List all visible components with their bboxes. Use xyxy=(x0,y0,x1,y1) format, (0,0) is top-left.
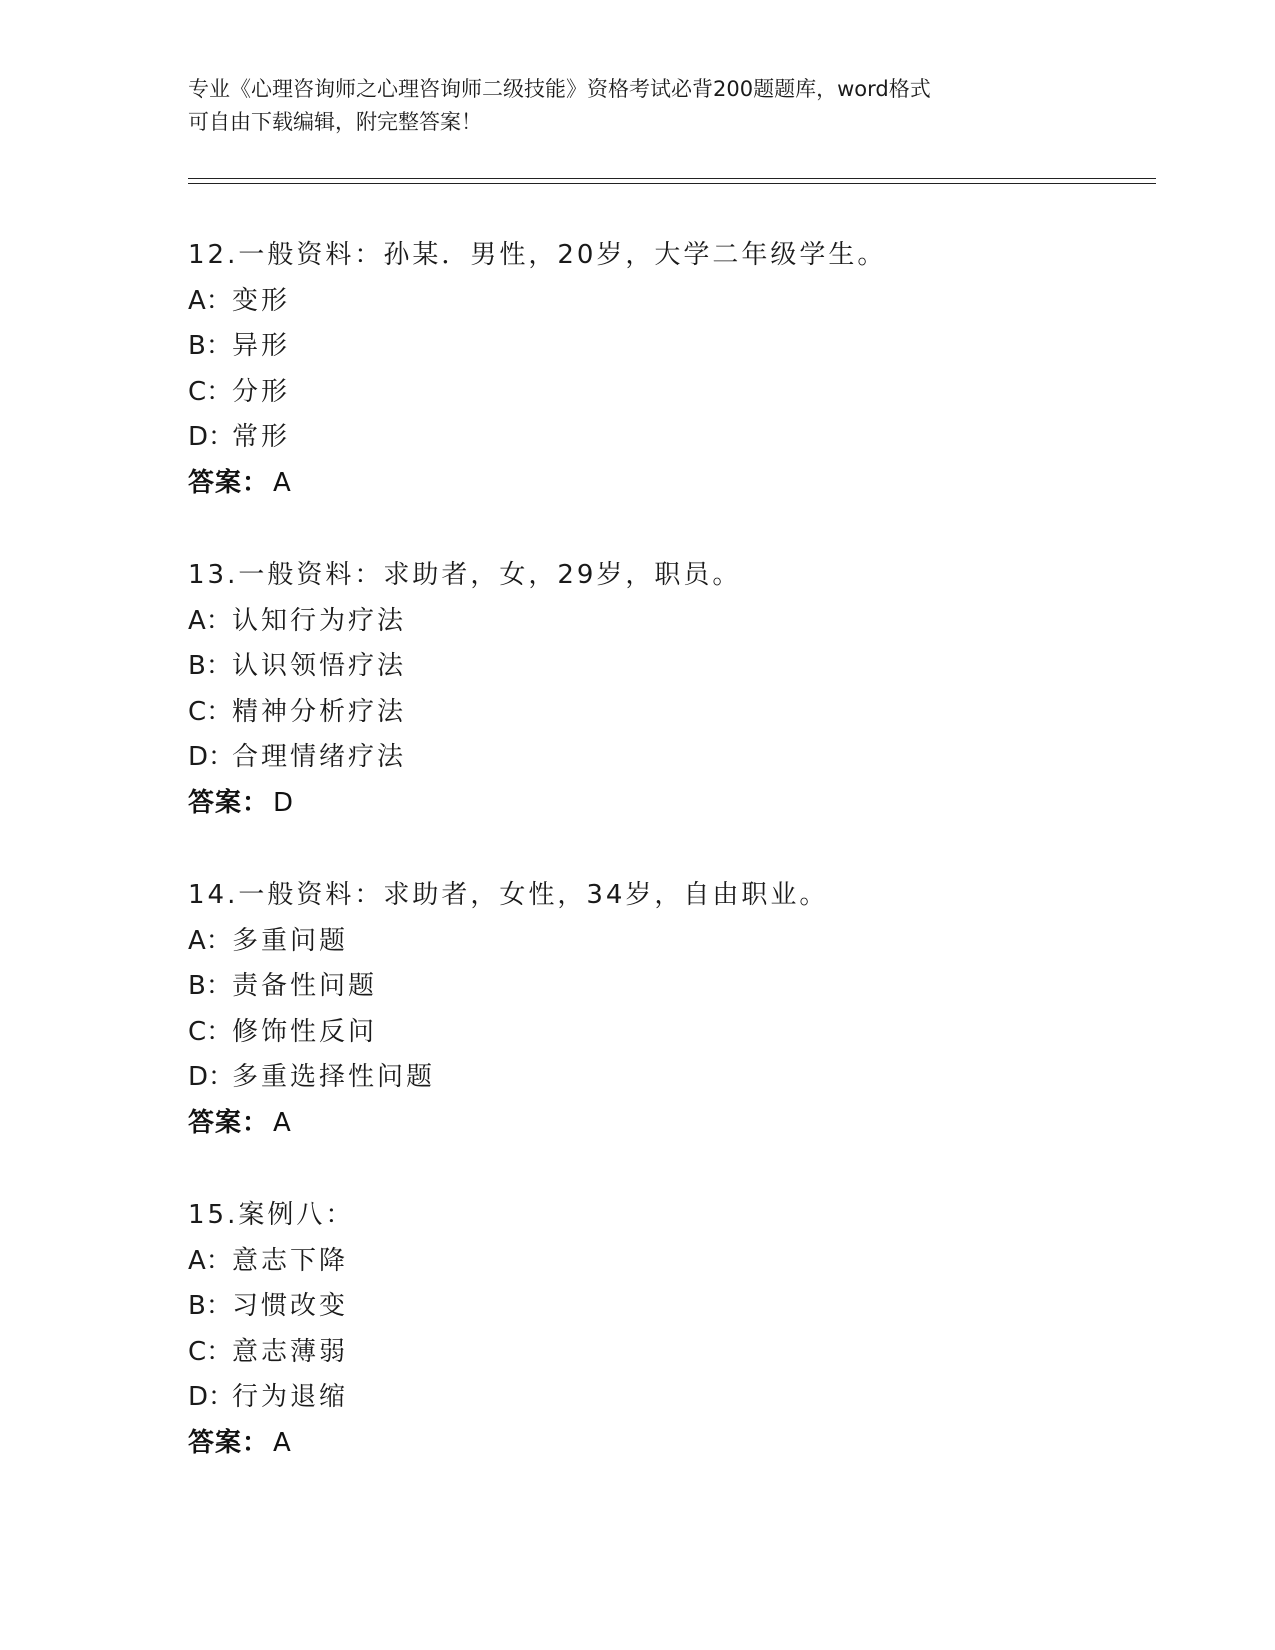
option-key: A： xyxy=(188,605,232,636)
option-text: 修饰性反问 xyxy=(232,1016,378,1047)
option-key: D： xyxy=(188,422,235,452)
question-block xyxy=(188,1193,1148,1466)
option-a xyxy=(188,919,1148,965)
option-text: 变形 xyxy=(232,285,291,316)
option-c xyxy=(188,1010,1148,1056)
answer-label: 答案： xyxy=(188,787,270,818)
header-line-2: 可自由下载编辑，附完整答案！ xyxy=(188,110,482,134)
option-b xyxy=(188,964,1148,1010)
option-d xyxy=(188,1055,1148,1101)
option-text: 精神分析疗法 xyxy=(232,696,407,727)
answer-value: D xyxy=(273,787,295,818)
option-text: 多重问题 xyxy=(232,925,349,956)
option-text: 习惯改变 xyxy=(232,1291,349,1321)
answer-label: 答案： xyxy=(188,467,270,498)
question-block xyxy=(188,553,1148,826)
option-key: A： xyxy=(188,285,232,316)
question-stem: 12.一般资料：孙某．男性，20岁，大学二年级学生。 xyxy=(188,240,887,270)
option-text: 合理情绪疗法 xyxy=(232,742,407,772)
answer-value: A xyxy=(273,1107,292,1138)
option-c xyxy=(188,1330,1148,1376)
option-text: 多重选择性问题 xyxy=(232,1062,436,1092)
option-key: A： xyxy=(188,925,232,956)
option-key: A： xyxy=(188,1245,232,1276)
option-text: 认识领悟疗法 xyxy=(232,651,407,681)
option-a xyxy=(188,279,1148,325)
option-text: 分形 xyxy=(232,376,291,407)
option-key: B： xyxy=(188,651,232,681)
answer-line xyxy=(188,1101,1148,1147)
option-key: B： xyxy=(188,1291,232,1321)
option-a xyxy=(188,599,1148,645)
option-a xyxy=(188,1239,1148,1285)
answer-line xyxy=(188,461,1148,507)
option-key: C： xyxy=(188,1016,233,1047)
option-d xyxy=(188,1375,1148,1421)
option-key: C： xyxy=(188,696,233,727)
option-text: 行为退缩 xyxy=(232,1382,349,1412)
option-key: C： xyxy=(188,1336,233,1367)
question-block xyxy=(188,873,1148,1146)
option-b xyxy=(188,644,1148,690)
option-text: 认知行为疗法 xyxy=(232,605,407,636)
option-text: 异形 xyxy=(232,331,291,361)
option-key: D： xyxy=(188,1382,235,1412)
option-c xyxy=(188,690,1148,736)
option-text: 责备性问题 xyxy=(232,971,378,1001)
document-header xyxy=(188,73,1068,139)
option-d xyxy=(188,735,1148,781)
answer-line xyxy=(188,1421,1148,1467)
answer-label: 答案： xyxy=(188,1427,270,1458)
option-c xyxy=(188,370,1148,416)
option-text: 意志薄弱 xyxy=(232,1336,349,1367)
question-stem: 14.一般资料：求助者，女性，34岁，自由职业。 xyxy=(188,880,829,910)
answer-line xyxy=(188,781,1148,827)
option-b xyxy=(188,1284,1148,1330)
option-key: D： xyxy=(188,742,235,772)
header-divider-top xyxy=(188,178,1156,179)
answer-value: A xyxy=(273,467,292,498)
question-block xyxy=(188,233,1148,506)
option-text: 常形 xyxy=(232,422,291,452)
header-line-1: 专业《心理咨询师之心理咨询师二级技能》资格考试必背200题题库，word格式 xyxy=(188,77,931,101)
option-key: B： xyxy=(188,331,232,361)
option-b xyxy=(188,324,1148,370)
header-divider-bottom xyxy=(188,183,1156,184)
option-key: C： xyxy=(188,376,233,407)
option-key: B： xyxy=(188,971,232,1001)
option-d xyxy=(188,415,1148,461)
answer-value: A xyxy=(273,1427,292,1458)
question-stem: 15.案例八： xyxy=(188,1200,355,1230)
option-key: D： xyxy=(188,1062,235,1092)
question-stem: 13.一般资料：求助者，女，29岁，职员。 xyxy=(188,560,742,590)
option-text: 意志下降 xyxy=(232,1245,349,1276)
answer-label: 答案： xyxy=(188,1107,270,1138)
